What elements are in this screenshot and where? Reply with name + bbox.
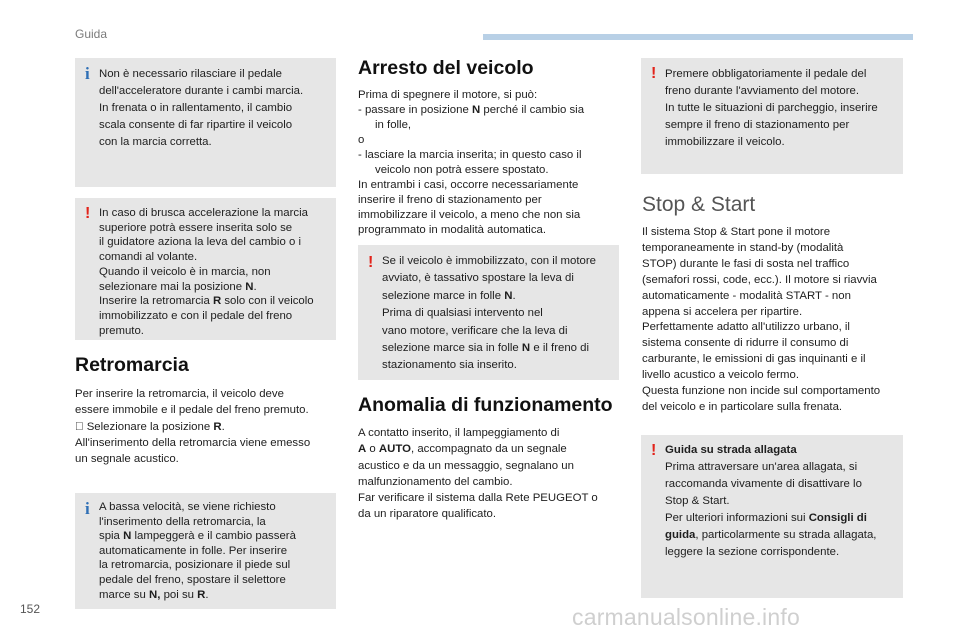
- text-line: Prima di qualsiasi intervento nel: [382, 307, 543, 320]
- section-title-arresto: Arresto del veicolo: [358, 57, 534, 79]
- text-line: un segnale acustico.: [75, 453, 179, 466]
- warning-box-acceleration: [75, 198, 336, 340]
- text-line: malfunzionamento del cambio.: [358, 475, 513, 488]
- text-line: stazionamento sia inserito.: [382, 359, 517, 372]
- arresto-text: [358, 88, 623, 238]
- text-line: marce su N, poi su R.: [99, 588, 209, 601]
- text-line: Quando il veicolo è in marcia, non: [99, 265, 271, 278]
- text-line: la retromarcia, posizionare il piede sul: [99, 559, 291, 572]
- text-line: in folle,: [375, 119, 412, 131]
- text-line: temporaneamente in stand-by (modalità: [642, 241, 844, 254]
- text-line: freno durante l'avviamento del motore.: [665, 85, 860, 97]
- text-line: essere immobile e il pedale del freno premuto.: [75, 404, 309, 417]
- text-line: Non è necessario rilasciare il pedale: [99, 68, 282, 80]
- text-line: A o AUTO, accompagnato da un segnale: [358, 443, 567, 456]
- section-title-retromarcia: Retromarcia: [75, 354, 189, 376]
- text-line: selezionare mai la posizione N.: [99, 280, 257, 293]
- text-line: - lasciare la marcia inserita; in questo caso il: [358, 149, 582, 161]
- text-line: Prima di spegnere il motore, si può:: [358, 89, 538, 101]
- text-line: acustico e da un messaggio, segnalano un: [358, 459, 574, 472]
- text-line: Per ulteriori informazioni sui Consigli di: [665, 512, 867, 524]
- text-line: In tutte le situazioni di parcheggio, inserire: [665, 102, 878, 114]
- text-line: Questa funzione non incide sul comportamento: [642, 385, 881, 398]
- text-line: l'inserimento della retromarcia, la: [99, 515, 266, 528]
- warning-icon: !: [85, 205, 91, 222]
- text-line: premuto.: [99, 324, 144, 337]
- text-line: o: [358, 134, 365, 146]
- info-box-low-speed: [75, 493, 336, 609]
- text-line: Il sistema Stop & Start pone il motore: [642, 226, 831, 238]
- text-line: (semafori rossi, code, ecc.). Il motore si riavvia: [642, 273, 877, 286]
- text-line: immobilizzare il veicolo, a meno che non sia: [358, 209, 581, 221]
- text-line: All'inserimento della retromarcia viene emesso: [75, 436, 311, 449]
- text-line: comandi al volante.: [99, 251, 198, 264]
- text-line: automaticamente in folle. Per inserire: [99, 544, 288, 557]
- text-line: Per inserire la retromarcia, il veicolo deve: [75, 388, 284, 400]
- text-line: Se il veicolo è immobilizzato, con il motore: [382, 255, 596, 267]
- warning-icon: !: [651, 442, 657, 459]
- text-line: Inserire la retromarcia R solo con il veicolo: [99, 295, 314, 308]
- text-line: inserire il freno di stazionamento per: [358, 194, 542, 206]
- text-line: superiore potrà essere inserita solo se: [99, 221, 293, 234]
- section-title-anomalia: Anomalia di funzionamento: [358, 394, 613, 416]
- text-line: A bassa velocità, se viene richiesto: [99, 501, 276, 513]
- text-line: veicolo non potrà essere spostato.: [375, 164, 549, 176]
- header-bar: [483, 34, 913, 40]
- text-line: immobilizzare il veicolo.: [665, 136, 785, 148]
- text-line: del veicolo e in particolare sulla frenata.: [642, 400, 843, 413]
- text-line: con la marcia corretta.: [99, 136, 212, 148]
- stop-start-text: [642, 225, 907, 416]
- text-line: appena si accelera per ripartire.: [642, 305, 803, 318]
- warning-title: Guida su strada allagata: [665, 444, 797, 456]
- warning-box-flooded-road: [641, 435, 903, 598]
- anomalia-text: [358, 425, 628, 523]
- text-line: il guidatore aziona la leva del cambio o i: [99, 236, 301, 249]
- text-line: Selezionare la posizione R.: [75, 420, 214, 433]
- text-line: dell'acceleratore durante i cambi marcia.: [99, 85, 304, 97]
- text-line: livello acustico a veicolo fermo.: [642, 369, 800, 382]
- text-line: Prima attraversare un'area allagata, si: [665, 461, 858, 473]
- text-line: STOP) durante le fasi di sosta nel traffico: [642, 257, 850, 270]
- warning-icon: !: [368, 254, 374, 271]
- text-line: vano motore, verificare che la leva di: [382, 324, 568, 337]
- text-line: da un riparatore qualificato.: [358, 508, 497, 521]
- text-line: spia N lampeggerà e il cambio passerà: [99, 530, 296, 543]
- text-line: Stop & Start.: [665, 495, 730, 507]
- text-line: guida, particolarmente su strada allagata,: [665, 529, 877, 541]
- info-icon: i: [85, 499, 90, 518]
- text-line: - passare in posizione N perché il cambio sia: [358, 104, 585, 116]
- warning-box-immobilized: [358, 245, 619, 380]
- text-line: sempre il freno di stazionamento per: [665, 119, 850, 131]
- text-line: A contatto inserito, il lampeggiamento di: [358, 427, 560, 439]
- text-line: Far verificare il sistema dalla Rete PEUGEOT o: [358, 492, 598, 505]
- section-title-stop-start: Stop & Start: [642, 193, 756, 216]
- text-line: pedale del freno, spostare il selettore: [99, 573, 286, 586]
- text-line: raccomanda vivamente di disattivare lo: [665, 478, 862, 490]
- text-line: automaticamente - modalità START - non: [642, 289, 851, 302]
- info-box-gear-change: [75, 58, 336, 187]
- watermark: carmanualsonline.info: [572, 604, 800, 630]
- text-line: leggere la sezione corrispondente.: [665, 546, 840, 558]
- text-line: selezione marce sia in folle N e il freno di: [382, 342, 590, 355]
- info-icon: i: [85, 64, 90, 83]
- text-line: scala consente di far ripartire il veicolo: [99, 119, 293, 131]
- text-line: Premere obbligatoriamente il pedale del: [665, 68, 867, 80]
- page-number: 152: [20, 602, 41, 616]
- text-line: Perfettamente adatto all'utilizzo urbano, il: [642, 321, 850, 334]
- text-line: In caso di brusca accelerazione la marcia: [99, 207, 308, 219]
- text-line: selezione marce in folle N.: [382, 289, 516, 302]
- warning-icon: !: [651, 65, 657, 82]
- text-line: avviato, è tassativo spostare la leva di: [382, 272, 574, 285]
- retromarcia-text: [75, 386, 340, 467]
- text-line: immobilizzato e con il pedale del freno: [99, 309, 293, 322]
- text-line: programmato in modalità automatica.: [358, 224, 547, 236]
- warning-box-brake-pedal: [641, 58, 903, 174]
- text-line: In entrambi i casi, occorre necessariamente: [358, 179, 579, 191]
- text-line: carburante, le emissioni di gas inquinanti e il: [642, 353, 866, 366]
- header-title: Guida: [75, 27, 108, 41]
- text-line: sistema consente di ridurre il consumo di: [642, 337, 849, 350]
- text-line: In frenata o in rallentamento, il cambio: [99, 102, 293, 114]
